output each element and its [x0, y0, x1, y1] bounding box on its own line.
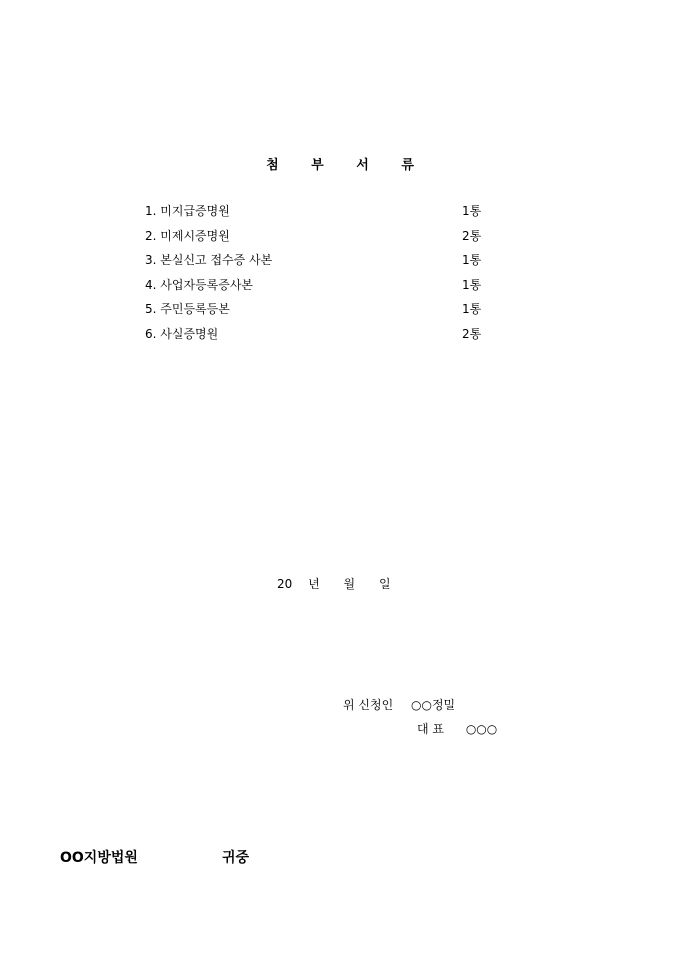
list-item [145, 203, 505, 228]
applicant-line [343, 696, 455, 713]
representative-name: ○○○ [465, 722, 498, 736]
representative-label: 대 표 [417, 722, 444, 736]
month-unit: 월 [343, 577, 356, 591]
day-unit: 일 [378, 577, 391, 591]
list-item [145, 228, 505, 253]
applicant-name: ○○정밀 [411, 698, 456, 712]
attachment-quantity: 2통 [462, 326, 482, 341]
addressee-line [60, 847, 250, 867]
list-item [145, 252, 505, 277]
attachment-name: 6. 사실증명원 [145, 326, 219, 341]
title-char: 부 [311, 158, 324, 173]
representative-line [417, 720, 497, 737]
honorific: 귀중 [222, 850, 250, 866]
title-char: 서 [356, 158, 369, 173]
date-line [277, 575, 391, 592]
court-name: OO지방법원 [60, 850, 138, 866]
attachment-name: 1. 미지급증명원 [145, 204, 230, 218]
attachment-quantity: 1통 [462, 302, 482, 317]
year-unit: 년 [308, 577, 320, 591]
attachment-list [145, 203, 505, 351]
attachment-name: 2. 미제시증명원 [145, 228, 230, 243]
title-char: 류 [401, 158, 414, 173]
title-char: 첨 [266, 158, 279, 173]
attachment-name: 5. 주민등록등본 [145, 302, 230, 317]
attachment-name: 4. 사업자등록증사본 [145, 277, 254, 292]
applicant-label: 위 신청인 [343, 698, 394, 712]
list-item [145, 326, 505, 351]
list-item [145, 277, 505, 302]
document-title [0, 154, 680, 173]
attachment-quantity: 1통 [462, 204, 482, 218]
year-prefix: 20 [277, 577, 293, 591]
attachment-quantity: 1통 [462, 277, 482, 292]
attachment-quantity: 1통 [462, 253, 482, 268]
list-item [145, 301, 505, 326]
attachment-name: 3. 본실신고 접수증 사본 [145, 253, 273, 268]
attachment-quantity: 2통 [462, 228, 482, 243]
